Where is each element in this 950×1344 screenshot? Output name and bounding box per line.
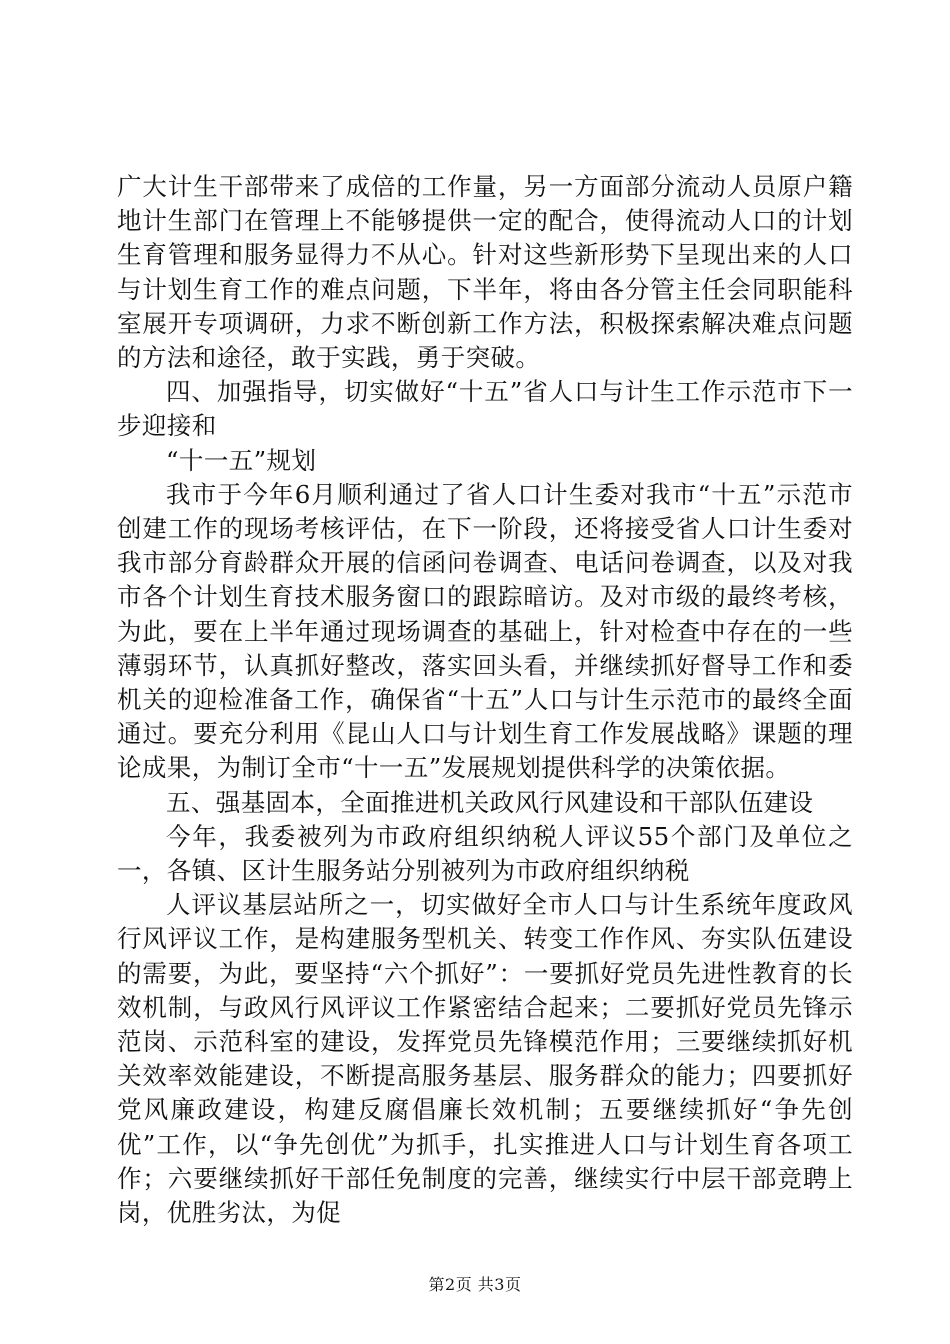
paragraph: 我市于今年6月顺利通过了省人口计生委对我市“十五”示范市创建工作的现场考核评估，在下一阶段，还将接受省人口计生委对我市部分育龄群众开展的信函问卷调查、电话问卷调查，以及对我市各个计划生育技术服务窗口的跟踪暗访。及对市级的最终考核，为此，要在上半年通过现场调查的基础上，针对检查中存在的一些薄弱环节，认真抓好整改，落实回头看，并继续抓好督导工作和委机关的迎检准备工作，确保省“十五”人口与计生示范市的最终全面通过。要充分利用《昆山人口与计划生育工作发展战略》课题的理论成果，为制订全市“十一五”发展规划提供科学的决策依据。 xyxy=(117,479,853,783)
paragraph: 人评议基层站所之一，切实做好全市人口与计生系统年度政风行风评议工作，是构建服务型机关、转变工作作风、夯实队伍建设的需要，为此，要坚持“六个抓好”：一要抓好党员先进性教育的长效机制，与政风行风评议工作紧密结合起来；二要抓好党员先锋示范岗、示范科室的建设，发挥党员先锋模范作用；三要继续抓好机关效率效能建设，不断提高服务基层、服务群众的能力；四要抓好党风廉政建设，构建反腐倡廉长效机制；五要继续抓好“争先创优”工作，以“争先创优”为抓手，扎实推进人口与计划生育各项工作；六要继续抓好干部任免制度的完善，继续实行中层干部竞聘上岗，优胜劣汰，为促 xyxy=(117,890,853,1228)
page-number-footer: 第2页 共3页 xyxy=(428,1275,522,1294)
section-heading-4: 四、加强指导，切实做好“十五”省人口与计生工作示范市下一步迎接和 xyxy=(117,377,853,441)
section-heading-4-continued: “十一五”规划 xyxy=(166,445,317,475)
paragraph-continuation: 广大计生干部带来了成倍的工作量，另一方面部分流动人员原户籍地计生部门在管理上不能够提供一定的配合，使得流动人口的计划生育管理和服务显得力不从心。针对这些新形势下呈现出来的人口与计划生育工作的难点问题，下半年，将由各分管主任会同职能科室展开专项调研，力求不断创新工作方法，积极探索解决难点问题的方法和途径，敢于实践，勇于突破。 xyxy=(117,172,853,373)
paragraph: 今年，我委被列为市政府组织纳税人评议55个部门及单位之一，各镇、区计生服务站分别被列为市政府组织纳税 xyxy=(117,821,853,886)
document-body xyxy=(117,170,853,1230)
section-heading-5: 五、强基固本，全面推进机关政风行风建设和干部队伍建设 xyxy=(166,787,814,817)
